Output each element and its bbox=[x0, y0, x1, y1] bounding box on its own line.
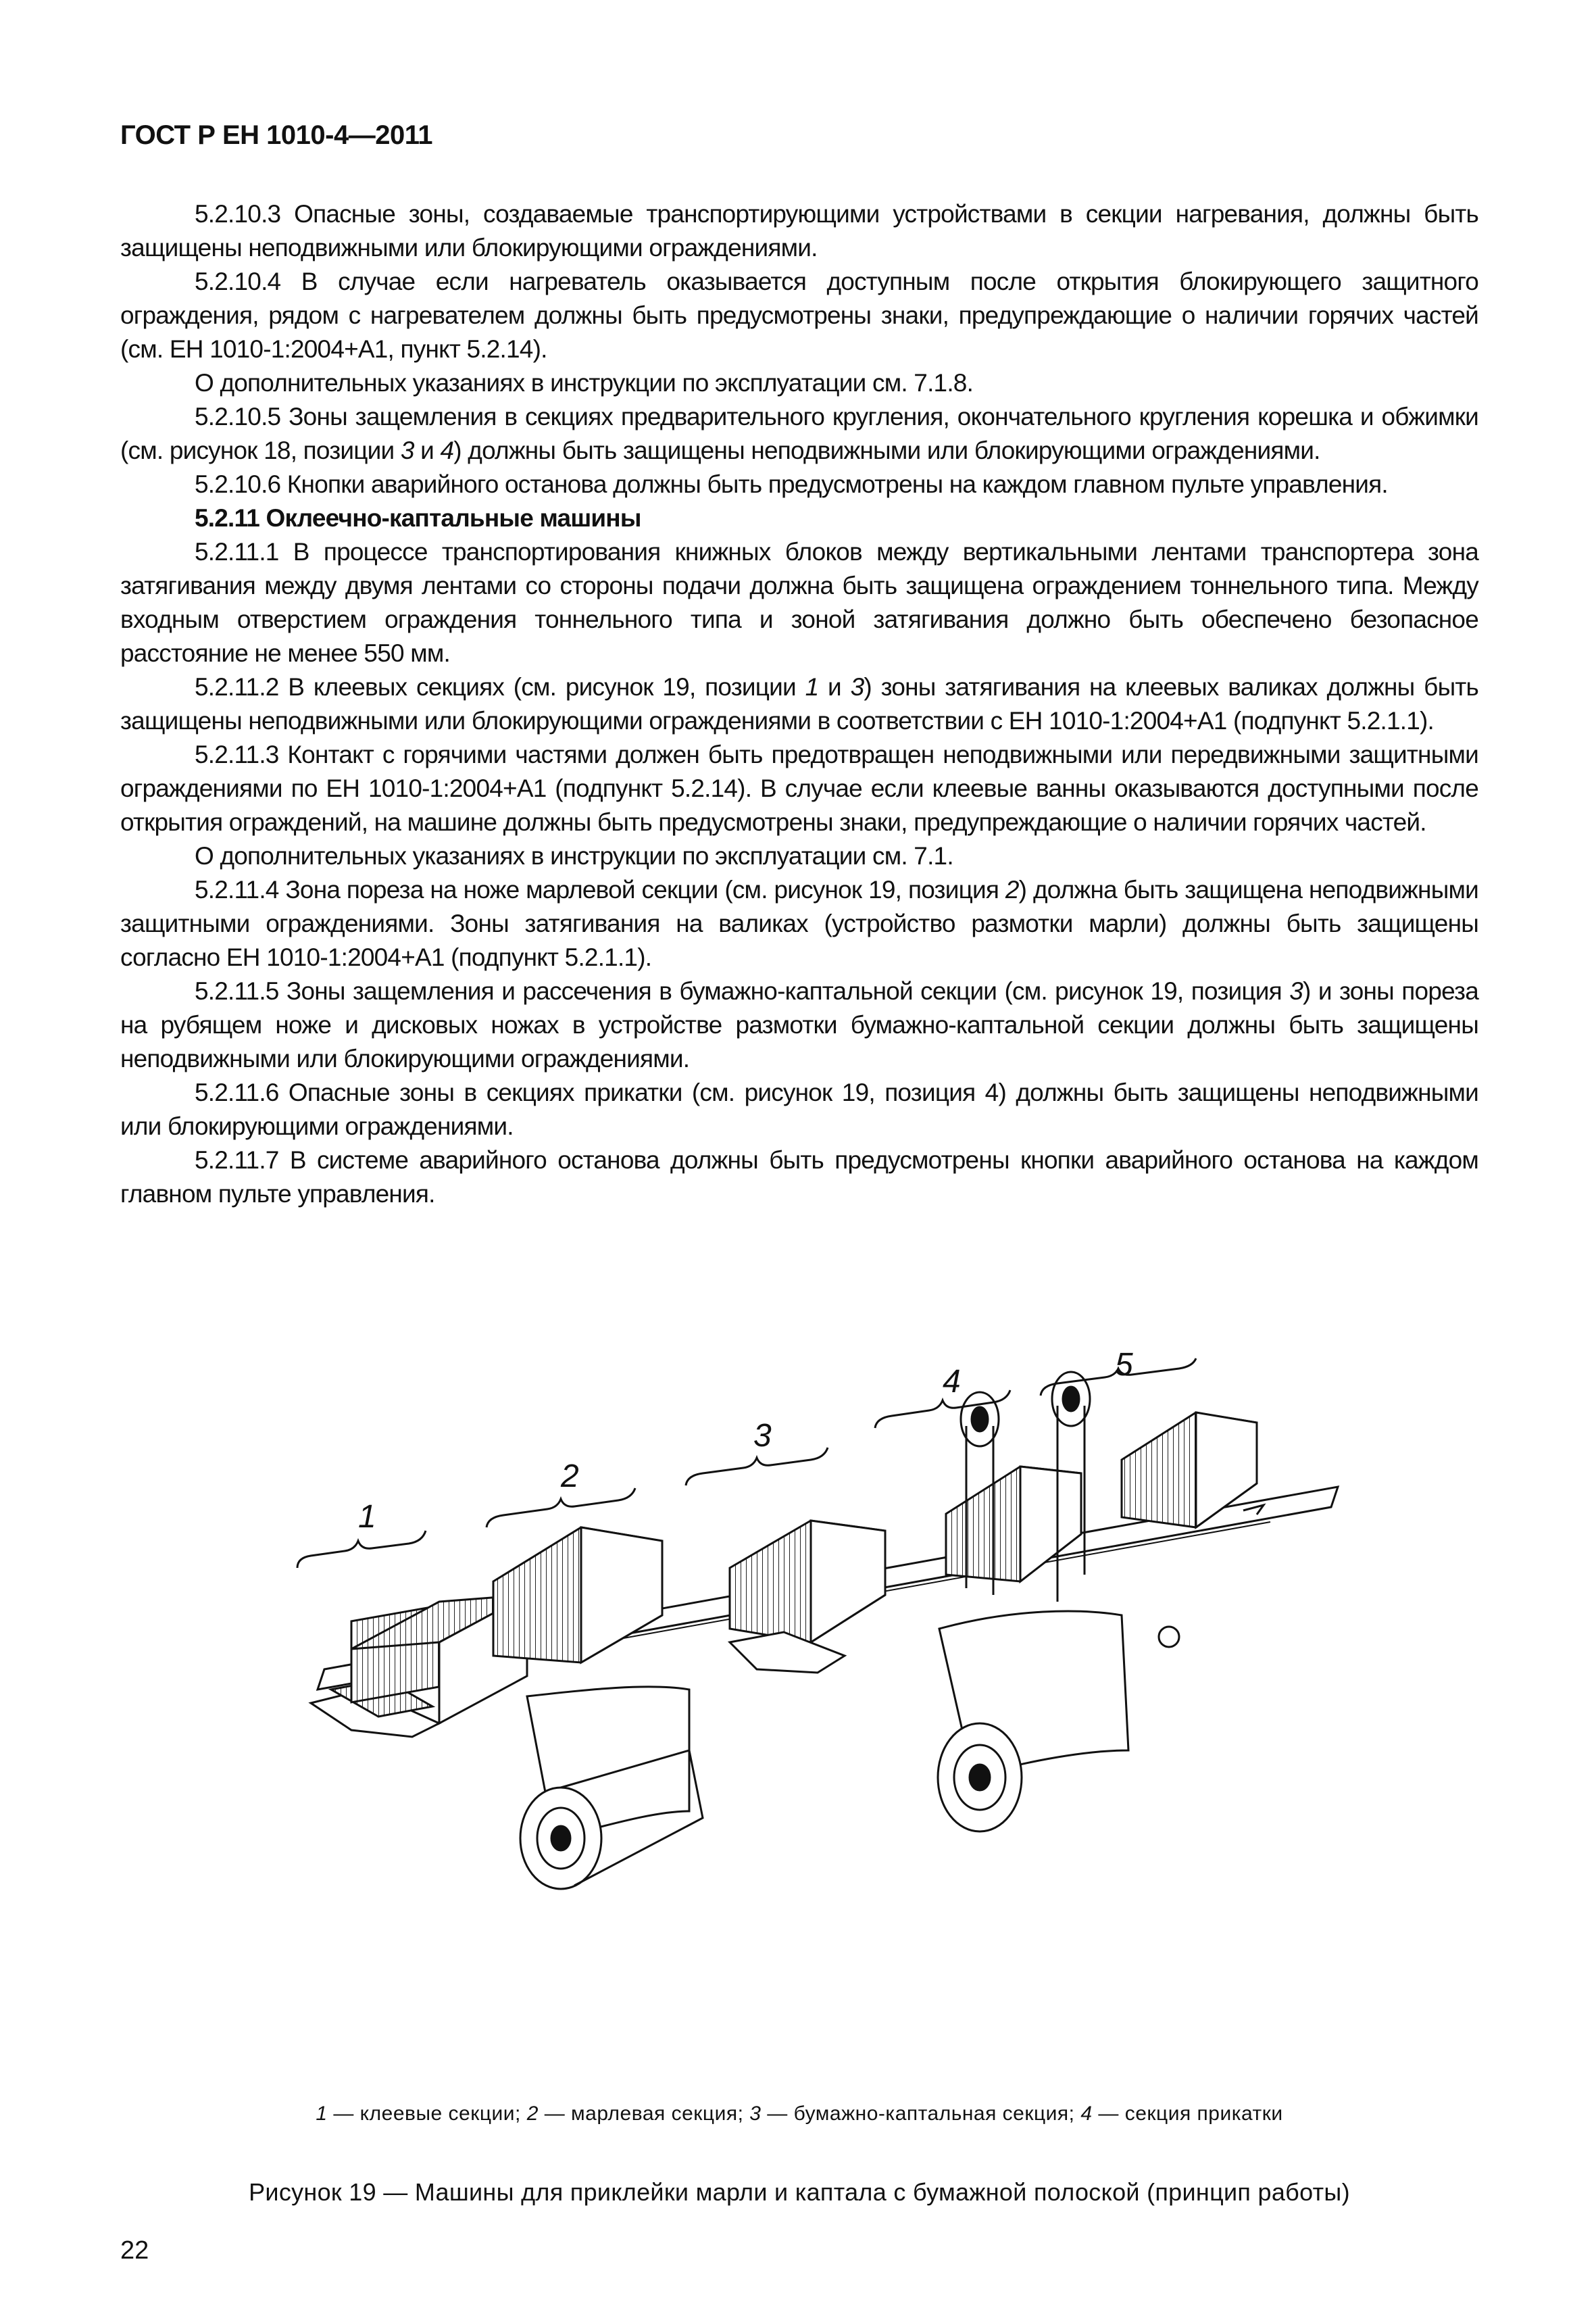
text-run: и bbox=[414, 437, 441, 464]
figure-19-diagram bbox=[270, 1347, 1392, 2075]
paragraph-5-2-10-5 bbox=[120, 400, 1478, 468]
figure-caption: Рисунок 19 — Машины для приклейки марли и каптала с бумажной полоской (принцип работы) bbox=[249, 2178, 1350, 2206]
paragraph-5-2-11-4 bbox=[120, 873, 1478, 975]
position-ref: 3 bbox=[1289, 977, 1303, 1005]
paragraph-5-2-11-1: 5.2.11.1 В процессе транспортирования книжных блоков между вертикальными лентами транспортера зона затягивания между двумя лентами со стороны подачи должна быть защищена ограждением тоннельного типа. Между входным отверстием ограждения тоннельного типа и зоной затягивания должно быть обеспечено безопасное расстояние не менее 550 мм. bbox=[120, 538, 1478, 667]
text-run: ) должна быть защищена неподвижными защитными ограждениями. Зоны затягивания на валиках (устройство размотки марли) должны быть защищены согласно ЕН 1010-1:2004+А1 (подпункт 5.2.1.1). bbox=[120, 876, 1478, 971]
text-run: 5.2.11.5 Зоны защемления и рассечения в бумажно-каптальной секции (см. рисунок 19, позиция bbox=[195, 977, 1290, 1005]
paragraph-5-2-11-7: 5.2.11.7 В системе аварийного останова должны быть предусмотрены кнопки аварийного останова на каждом главном пульте управления. bbox=[120, 1146, 1478, 1208]
legend-text: — бумажно-каптальная секция; bbox=[761, 2102, 1081, 2125]
paragraph-5-2-11-2 bbox=[120, 670, 1478, 738]
figure-label-5: 5 bbox=[1115, 1347, 1133, 1383]
paragraph-5-2-11-5 bbox=[120, 975, 1478, 1076]
text-run: ) зоны затягивания на клеевых валиках должны быть защищены неподвижными или блокирующими ограждениями в соответствии с ЕН 1010-1:2004+А1 (подпункт 5.2.1.1). bbox=[120, 673, 1478, 735]
position-ref: 3 bbox=[400, 437, 414, 464]
position-ref: 1 bbox=[805, 673, 819, 701]
legend-num: 3 bbox=[749, 2102, 762, 2125]
paragraph-note-7-1: О дополнительных указаниях в инструкции по эксплуатации см. 7.1. bbox=[195, 842, 953, 870]
legend-text: — клеевые секции; bbox=[327, 2102, 527, 2125]
position-ref: 2 bbox=[1005, 876, 1019, 904]
figure-label-1: 1 bbox=[358, 1499, 376, 1535]
text-run: 5.2.10.5 Зоны защемления в секциях предварительного кругления, окончательного кругления корешка и обжимки (см. рисунок 18, позиции bbox=[120, 403, 1478, 464]
page-number: 22 bbox=[120, 2236, 149, 2265]
section-heading-5-2-11: 5.2.11 Оклеечно-каптальные машины bbox=[195, 504, 641, 532]
document-body bbox=[120, 197, 1478, 1211]
section-5 bbox=[1052, 1372, 1257, 1602]
paragraph-note-7-1-8: О дополнительных указаниях в инструкции по эксплуатации см. 7.1.8. bbox=[195, 369, 974, 397]
text-run: 5.2.11.4 Зона пореза на ноже марлевой секции (см. рисунок 19, позиция bbox=[195, 876, 1005, 904]
paragraph-5-2-11-6: 5.2.11.6 Опасные зоны в секциях прикатки (см. рисунок 19, позиция 4) должны быть защищены неподвижными или блокирующими ограждениями. bbox=[120, 1079, 1478, 1140]
paragraph-5-2-10-6: 5.2.10.6 Кнопки аварийного останова должны быть предусмотрены на каждом главном пульте управления. bbox=[195, 470, 1388, 498]
legend-text: — марлевая секция; bbox=[538, 2102, 750, 2125]
position-ref: 4 bbox=[440, 437, 454, 464]
figure-label-4: 4 bbox=[943, 1364, 961, 1400]
paragraph-5-2-11-3: 5.2.11.3 Контакт с горячими частями должен быть предотвращен неподвижными или передвижными защитными ограждениями по ЕН 1010-1:2004+А1 (подпункт 5.2.14). В случае если клеевые ванны оказываются доступными после открытия ограждений, на машине должны быть предусмотрены знаки, предупреждающие о наличии горячих частей. bbox=[120, 741, 1478, 836]
text-run: и bbox=[818, 673, 851, 701]
document-header: ГОСТ Р ЕН 1010-4—2011 bbox=[120, 120, 432, 150]
gauze-section-2 bbox=[493, 1527, 703, 1889]
paper-headband-section-3 bbox=[730, 1521, 885, 1673]
rolling-section-4 bbox=[938, 1392, 1128, 1831]
text-run: ) и зоны пореза на рубящем ноже и дисковых ножах в устройстве размотки бумажно-каптальной секции должны быть защищены неподвижными или блокирующими ограждениями. bbox=[120, 977, 1479, 1073]
figure-label-2: 2 bbox=[561, 1458, 579, 1494]
legend-num: 2 bbox=[526, 2102, 539, 2125]
text-run: ) должны быть защищены неподвижными или блокирующими ограждениями. bbox=[453, 437, 1320, 464]
figure-legend bbox=[120, 2102, 1478, 2125]
legend-num: 1 bbox=[316, 2102, 328, 2125]
position-ref: 3 bbox=[850, 673, 864, 701]
paragraph-5-2-10-4: 5.2.10.4 В случае если нагреватель оказывается доступным после открытия блокирующего защитного ограждения, рядом с нагревателем должны быть предусмотрены знаки, предупреждающие о наличии горячих частей (см. ЕН 1010-1:2004+А1, пункт 5.2.14). bbox=[120, 268, 1478, 363]
figure-label-3: 3 bbox=[753, 1418, 772, 1454]
text-run: 5.2.11.2 В клеевых секциях (см. рисунок 19, позиции bbox=[195, 673, 805, 701]
legend-num: 4 bbox=[1080, 2102, 1093, 2125]
legend-text: — секция прикатки bbox=[1092, 2102, 1283, 2125]
paragraph-5-2-10-3: 5.2.10.3 Опасные зоны, создаваемые транспортирующими устройствами в секции нагревания, должны быть защищены неподвижными или блокирующими ограждениями. bbox=[120, 200, 1478, 262]
